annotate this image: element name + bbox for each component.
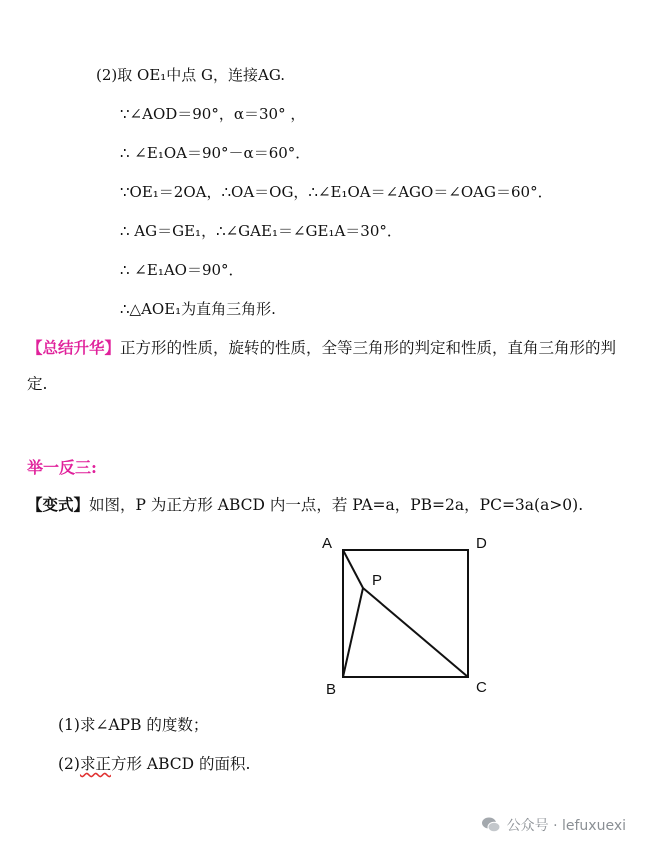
solution-line-3: ∵OE₁＝2OA，∴OA＝OG，∴∠E₁OA＝∠AGO＝∠OAG＝60°． <box>120 183 553 201</box>
summary-tag: 【总结升华】 <box>27 338 121 357</box>
label-p: P <box>372 572 383 589</box>
label-b: B <box>326 681 337 698</box>
summary-text: 正方形的性质，旋转的性质，全等三角形的判定和性质，直角三角形的判定. <box>27 339 617 393</box>
solution-line-5: ∴ ∠E₁AO＝90°． <box>120 261 244 279</box>
question-1: (1)求∠APB 的度数； <box>58 716 209 734</box>
label-a: A <box>322 535 333 552</box>
solution-step2-heading: (2)取 OE₁中点 G，连接AG. <box>96 66 286 84</box>
solution-line-6: ∴△AOE₁为直角三角形. <box>120 300 276 318</box>
square-figure <box>318 530 508 705</box>
segment-pc <box>363 588 468 677</box>
variant-tag: 【变式】 <box>27 495 90 514</box>
wechat-icon <box>481 816 501 834</box>
summary-paragraph <box>27 330 627 402</box>
practice-problem <box>27 494 583 516</box>
solution-line-1: ∵∠AOD＝90°，α＝30° ， <box>120 105 306 123</box>
square-abcd <box>343 550 468 677</box>
segment-pb <box>343 588 363 677</box>
practice-heading: 举一反三: <box>27 458 97 477</box>
label-c: C <box>476 679 487 696</box>
solution-line-2: ∴ ∠E₁OA＝90°－α＝60°． <box>120 144 311 162</box>
footer-watermark <box>481 815 626 835</box>
solution-line-4: ∴ AG＝GE₁，∴∠GAE₁＝∠GE₁A＝30°． <box>120 222 402 240</box>
problem-text: 如图，P 为正方形 ABCD 内一点，若 PA=a，PB=2a，PC=3a(a>0). <box>89 496 584 514</box>
question-2: (2)求正方形 ABCD 的面积. <box>58 755 251 773</box>
footer-text: 公众号 · lefuxuexi <box>506 818 626 834</box>
segment-pa <box>343 550 363 588</box>
label-d: D <box>476 535 487 552</box>
